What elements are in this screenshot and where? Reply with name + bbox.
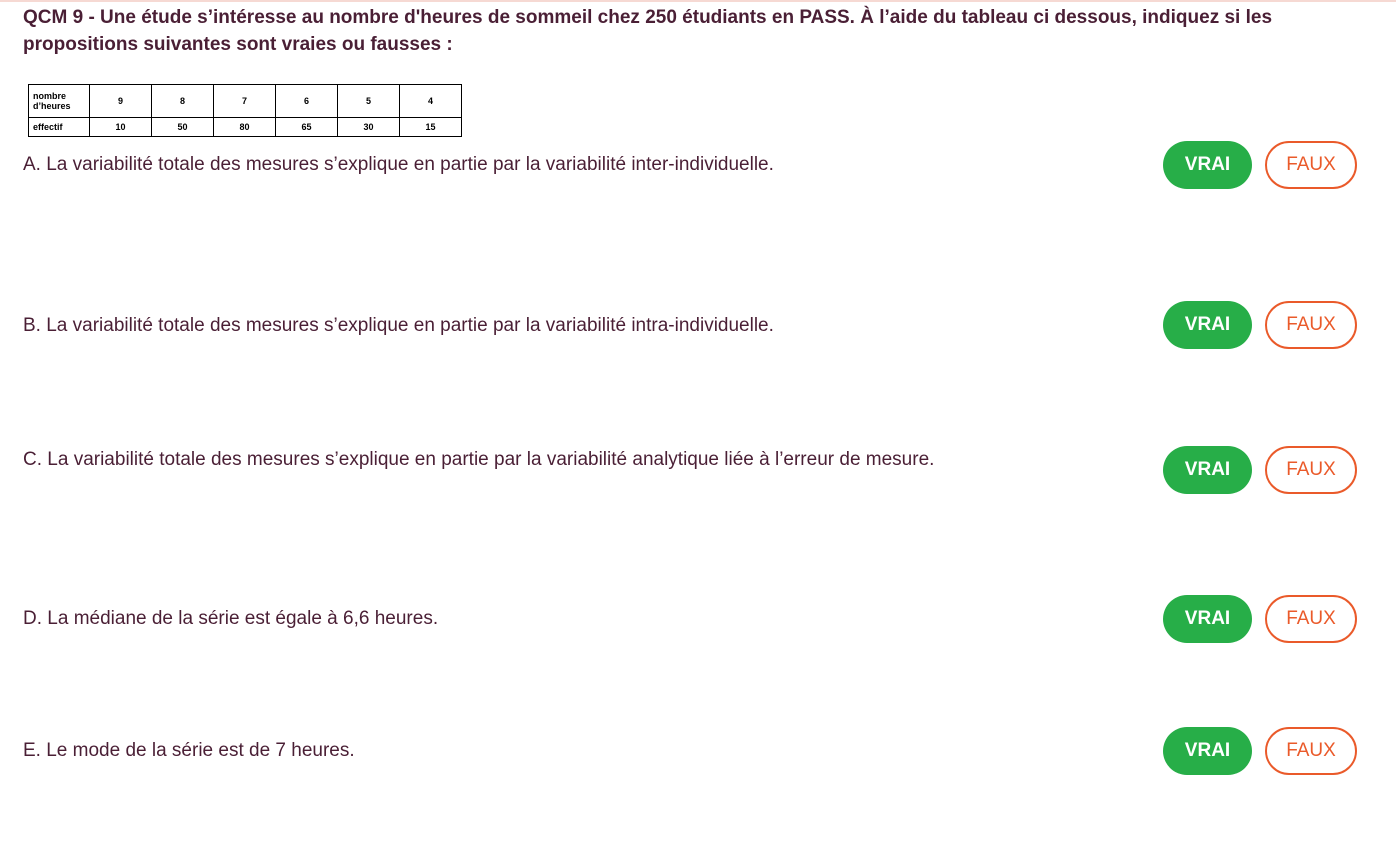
table-cell: 30 <box>338 118 400 137</box>
proposition-e-vrai-button[interactable]: VRAI <box>1163 727 1252 775</box>
proposition-b-faux-button[interactable]: FAUX <box>1265 301 1357 349</box>
proposition-a-faux-button[interactable]: FAUX <box>1265 141 1357 189</box>
table-row-header: nombre d’heures <box>29 85 90 118</box>
table-cell: 6 <box>276 85 338 118</box>
question-title: QCM 9 - Une étude s’intéresse au nombre d'heures de sommeil chez 250 étudiants en PASS. À l’aide du tableau ci dessous, indiquez si les propositions suivantes sont vraies ou fausses : <box>23 7 1273 55</box>
proposition-e-text: E. Le mode de la série est de 7 heures. <box>23 740 355 761</box>
table-cell: 80 <box>214 118 276 137</box>
proposition-e-faux-button[interactable]: FAUX <box>1265 727 1357 775</box>
proposition-d-text: D. La médiane de la série est égale à 6,6 heures. <box>23 608 439 629</box>
table-cell: 5 <box>338 85 400 118</box>
proposition-d-vrai-button[interactable]: VRAI <box>1163 595 1252 643</box>
table-cell: 15 <box>400 118 462 137</box>
proposition-c-faux-button[interactable]: FAUX <box>1265 446 1357 494</box>
table-cell: 65 <box>276 118 338 137</box>
proposition-a-text: A. La variabilité totale des mesures s’explique en partie par la variabilité inter-individuelle. <box>23 154 774 175</box>
table-cell: 8 <box>152 85 214 118</box>
table-row-hours <box>29 85 462 118</box>
proposition-b-vrai-button[interactable]: VRAI <box>1163 301 1252 349</box>
table-cell: 4 <box>400 85 462 118</box>
proposition-b-text: B. La variabilité totale des mesures s’explique en partie par la variabilité intra-individuelle. <box>23 315 774 336</box>
data-table-container <box>28 84 462 137</box>
top-divider <box>0 0 1396 2</box>
table-row-counts <box>29 118 462 137</box>
table-cell: 7 <box>214 85 276 118</box>
proposition-c-vrai-button[interactable]: VRAI <box>1163 446 1252 494</box>
proposition-c-text: C. La variabilité totale des mesures s’explique en partie par la variabilité analytique liée à l’erreur de mesure. <box>23 449 935 470</box>
table-cell: 9 <box>90 85 152 118</box>
table-row-header: effectif <box>29 118 90 137</box>
data-table <box>28 84 462 137</box>
table-cell: 50 <box>152 118 214 137</box>
table-cell: 10 <box>90 118 152 137</box>
proposition-d-faux-button[interactable]: FAUX <box>1265 595 1357 643</box>
proposition-a-vrai-button[interactable]: VRAI <box>1163 141 1252 189</box>
